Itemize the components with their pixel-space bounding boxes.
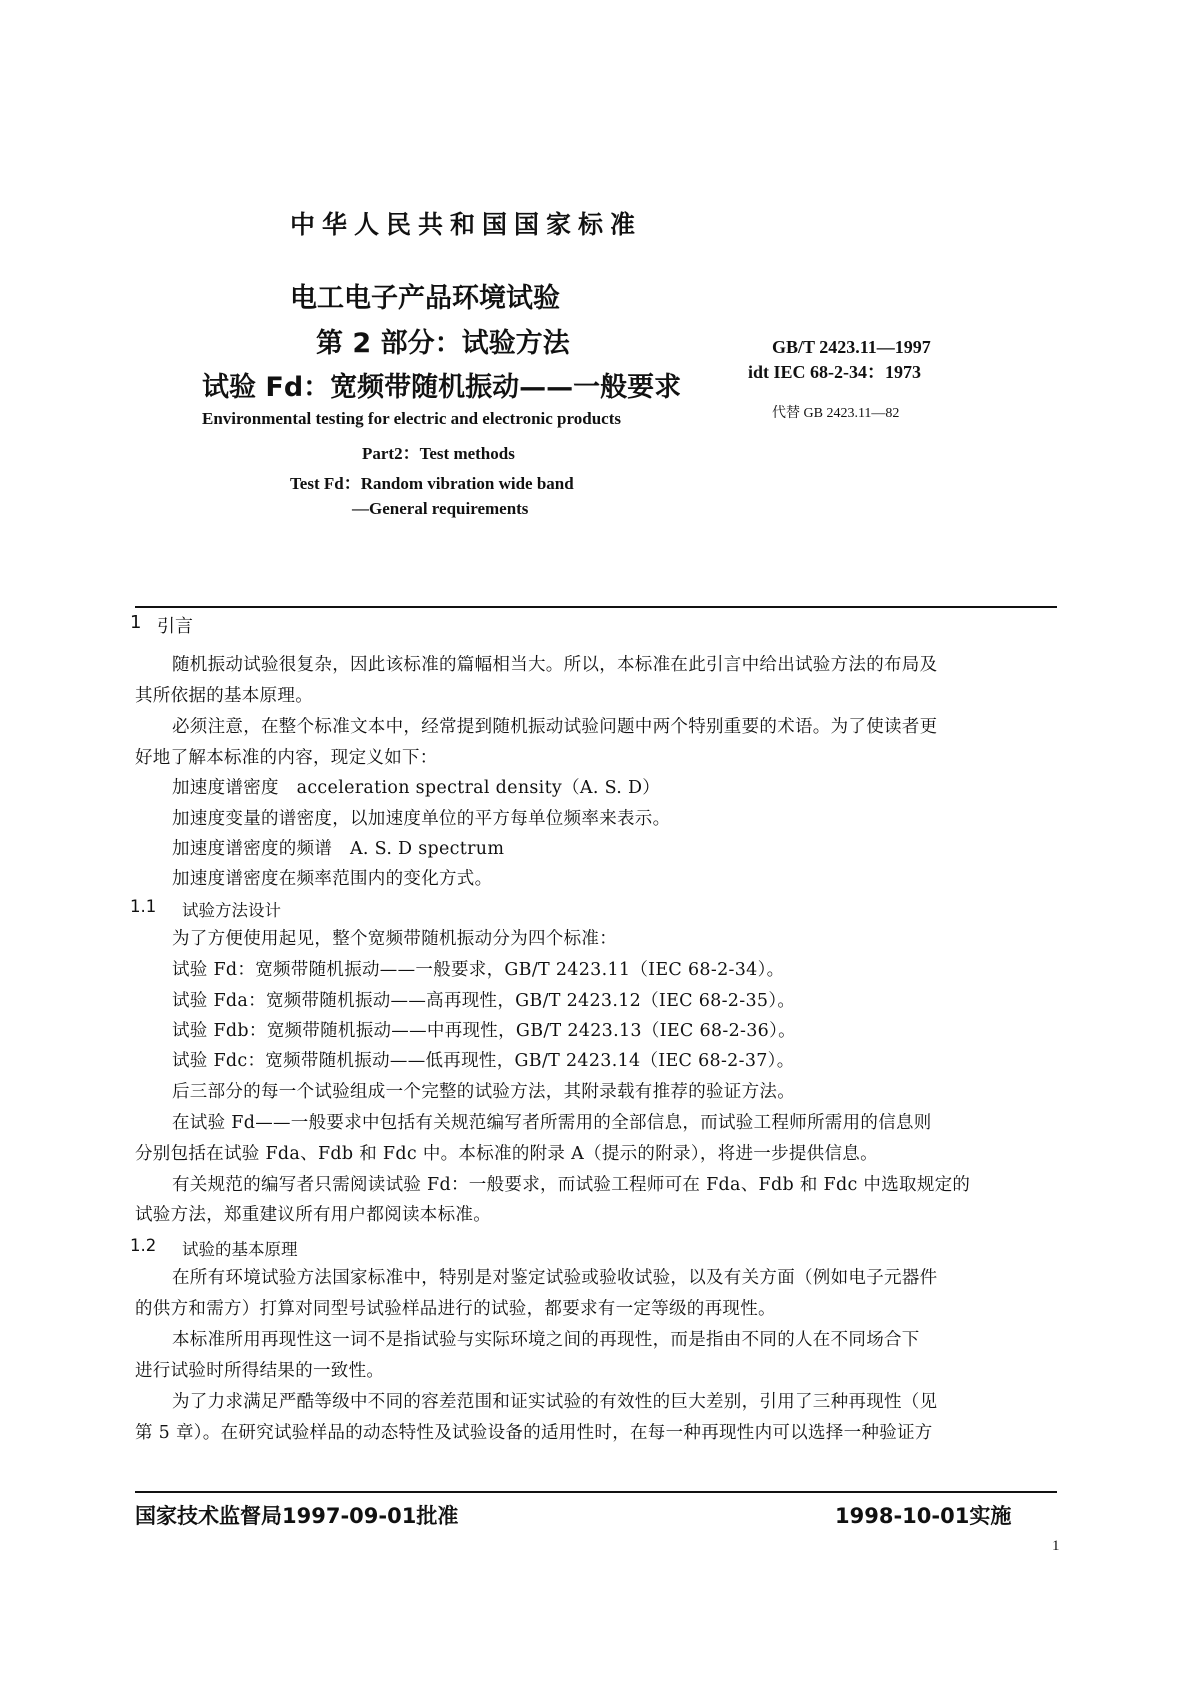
para-2-line-2: 好地了解本标准的内容，现定义如下：	[135, 748, 438, 768]
section-1-number: 1	[130, 612, 142, 633]
para-2-line-1: 必须注意，在整个标准文本中，经常提到随机振动试验问题中两个特别重要的术语。为了使读者更	[172, 717, 938, 737]
term-2-definition: 加速度谱密度在频率范围内的变化方式。	[172, 869, 493, 889]
standard-replaces: 代替 GB 2423.11—82	[772, 406, 900, 421]
s11-list-item-4: 试验 Fdc：宽频带随机振动——低再现性，GB/T 2423.14（IEC 68-2-37）。	[172, 1051, 795, 1071]
s11-para-2: 后三部分的每一个试验组成一个完整的试验方法，其附录载有推荐的验证方法。	[172, 1082, 795, 1102]
approval-date: 国家技术监督局1997-09-01批准	[135, 1504, 459, 1528]
term-2: 加速度谱密度的频谱 A. S. D spectrum	[172, 839, 505, 859]
title-en-line-2: Part2：Test methods	[362, 444, 515, 463]
national-standard-heading: 中华人民共和国国家标准	[290, 210, 643, 239]
title-cn-line-2: 第 2 部分：试验方法	[316, 328, 570, 359]
section-1-1-number: 1.1	[130, 897, 157, 916]
s11-para-4-line-1: 有关规范的编写者只需阅读试验 Fd：一般要求，而试验工程师可在 Fda、Fdb 和 Fdc 中选取规定的	[172, 1175, 971, 1195]
section-1-2-number: 1.2	[130, 1236, 157, 1255]
title-en-line-1: Environmental testing for electric and electronic products	[202, 409, 621, 428]
header-rule	[135, 606, 1057, 608]
s12-para-1-line-2: 的供方和需方）打算对同型号试验样品进行的试验，都要求有一定等级的再现性。	[135, 1299, 776, 1319]
term-1: 加速度谱密度 acceleration spectral density（A. S. D）	[172, 778, 661, 798]
s11-para-3-line-1: 在试验 Fd——一般要求中包括有关规范编写者所需用的全部信息，而试验工程师所需用的信息则	[172, 1113, 932, 1133]
s12-para-1-line-1: 在所有环境试验方法国家标准中，特别是对鉴定试验或验收试验，以及有关方面（例如电子元器件	[172, 1268, 938, 1288]
page-number: 1	[1052, 1538, 1060, 1554]
s12-para-2-line-1: 本标准所用再现性这一词不是指试验与实际环境之间的再现性，而是指由不同的人在不同场合下	[172, 1330, 920, 1350]
implementation-date: 1998-10-01实施	[835, 1504, 1012, 1528]
section-1-2-title: 试验的基本原理	[182, 1240, 298, 1259]
s11-para-4-line-2: 试验方法，郑重建议所有用户都阅读本标准。	[135, 1205, 491, 1225]
para-1-line-1: 随机振动试验很复杂，因此该标准的篇幅相当大。所以，本标准在此引言中给出试验方法的布局及	[172, 655, 938, 675]
s12-para-2-line-2: 进行试验时所得结果的一致性。	[135, 1361, 385, 1381]
standard-number: GB/T 2423.11—1997	[772, 337, 931, 357]
s12-para-3-line-1: 为了力求满足严酷等级中不同的容差范围和证实试验的有效性的巨大差别，引用了三种再现性（见	[172, 1392, 938, 1412]
section-1-title: 引言	[157, 616, 193, 637]
title-cn-line-3: 试验 Fd：宽频带随机振动——一般要求	[202, 372, 682, 403]
s11-para-1: 为了方便使用起见，整个宽频带随机振动分为四个标准：	[172, 929, 617, 949]
term-1-definition: 加速度变量的谱密度，以加速度单位的平方每单位频率来表示。	[172, 809, 671, 829]
section-1-1-title: 试验方法设计	[182, 901, 281, 920]
s11-list-item-1: 试验 Fd：宽频带随机振动——一般要求，GB/T 2423.11（IEC 68-2-34）。	[172, 960, 785, 980]
para-1-line-2: 其所依据的基本原理。	[135, 686, 313, 706]
title-cn-line-1: 电工电子产品环境试验	[290, 283, 560, 314]
s11-list-item-2: 试验 Fda：宽频带随机振动——高再现性，GB/T 2423.12（IEC 68-2-35）。	[172, 991, 796, 1011]
title-en-line-4: —General requirements	[352, 499, 529, 518]
s11-list-item-3: 试验 Fdb：宽频带随机振动——中再现性，GB/T 2423.13（IEC 68-2-36）。	[172, 1021, 796, 1041]
s12-para-3-line-2: 第 5 章）。在研究试验样品的动态特性及试验设备的适用性时，在每一种再现性内可以选择一种验证方	[135, 1423, 933, 1443]
title-en-line-3: Test Fd：Random vibration wide band	[290, 474, 574, 493]
footer-rule	[135, 1491, 1057, 1493]
standard-idt: idt IEC 68-2-34：1973	[748, 362, 922, 382]
s11-para-3-line-2: 分别包括在试验 Fda、Fdb 和 Fdc 中。本标准的附录 A（提示的附录），将进一步提供信息。	[135, 1144, 878, 1164]
